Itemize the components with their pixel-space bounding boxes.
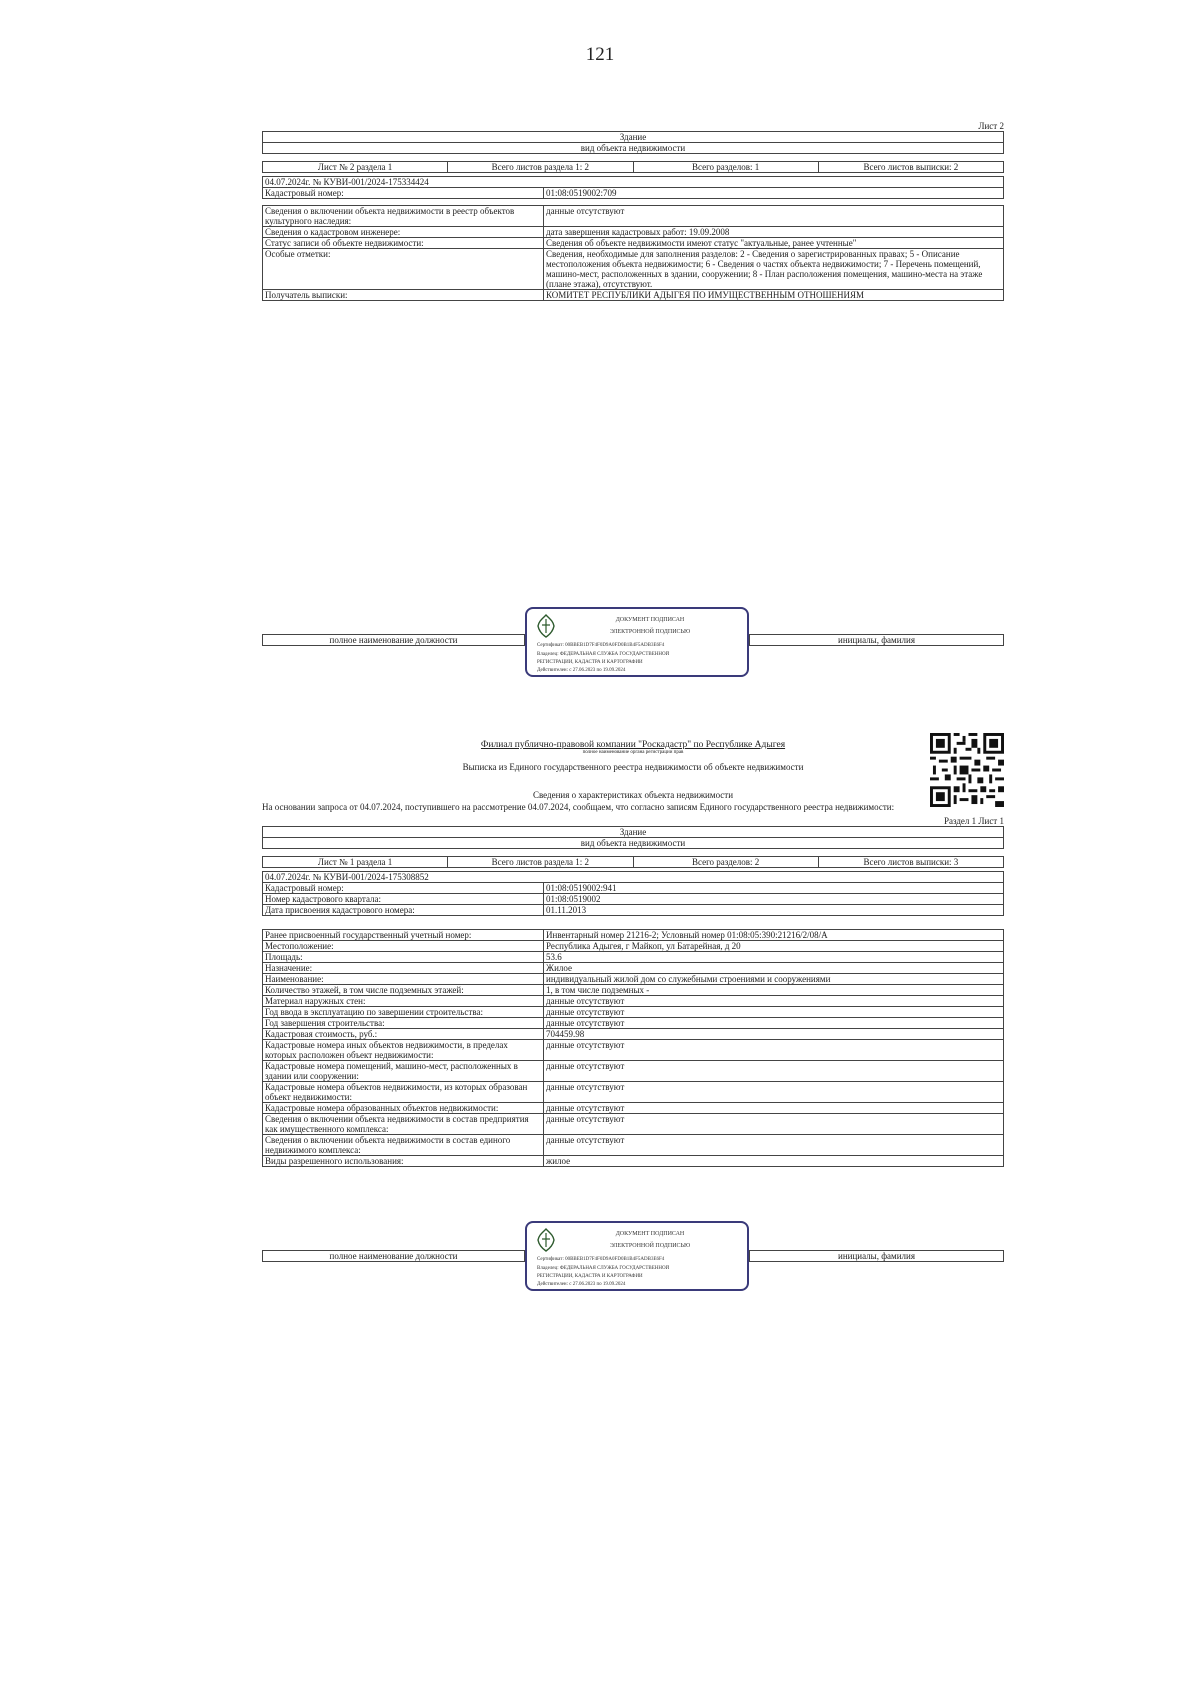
- row-value: 01:08:0519002: [544, 894, 1004, 905]
- stamp-owner: Владелец: ФЕДЕРАЛЬНАЯ СЛУЖБА ГОСУДАРСТВЕННОЙ: [537, 652, 670, 657]
- table-row: [263, 996, 1004, 1007]
- header-cell: Всего листов выписки: 2: [818, 162, 1003, 173]
- row-value: Сведения об объекте недвижимости имеют статус "актуальные, ранее учтенные": [544, 238, 1004, 249]
- e-signature-stamp: [525, 1221, 749, 1291]
- row-label: Кадастровые номера объектов недвижимости, из которых образован объект недвижимости:: [263, 1082, 544, 1103]
- row-value: Сведения, необходимые для заполнения разделов: 2 - Сведения о зарегистрированных правах; 5 - Описание местоположения объекта недвижимости; 6 - Сведения о частях объекта недвижимости; 7 - Перечень помещений, машино-мест, расположенных в здании, сооружении; 8 - План расположения помещения, машино-места на этаже (плане этажа), отсутствуют.: [544, 249, 1004, 290]
- header-cell: Всего листов выписки: 3: [818, 857, 1003, 868]
- row-label: Ранее присвоенный государственный учетный номер:: [263, 930, 544, 941]
- table-row: [263, 1082, 1004, 1103]
- sheet-2: [262, 121, 1004, 301]
- row-value: 704459.98: [544, 1029, 1004, 1040]
- object-type: Здание: [263, 132, 1004, 143]
- sheet1-rows-table: [262, 929, 1004, 1167]
- extract-title: Выписка из Единого государственного реестра недвижимости об объекте недвижимости: [462, 762, 804, 772]
- row-label: Сведения о включении объекта недвижимости в состав единого недвижимого комплекса:: [263, 1135, 544, 1156]
- table-row: [263, 227, 1004, 238]
- stamp-title: ДОКУМЕНТ ПОДПИСАН: [615, 1231, 685, 1237]
- row-label: Сведения о включении объекта недвижимости в реестр объектов культурного наследия:: [263, 206, 544, 227]
- row-label: Виды разрешенного использования:: [263, 1156, 544, 1167]
- row-value: данные отсутствуют: [544, 206, 1004, 227]
- sheet1-header-table: [262, 826, 1004, 868]
- emblem-icon: [533, 1227, 559, 1253]
- row-value: дата завершения кадастровых работ: 19.09.2008: [544, 227, 1004, 238]
- cadastral-value: 01:08:0519002:709: [544, 188, 1004, 199]
- row-value: данные отсутствуют: [544, 1018, 1004, 1029]
- row-value: данные отсутствуют: [544, 1040, 1004, 1061]
- header-cell: Лист № 2 раздела 1: [263, 162, 448, 173]
- table-row: [263, 1040, 1004, 1061]
- object-type: Здание: [263, 827, 1004, 838]
- table-row: [263, 1103, 1004, 1114]
- request-text: На основании запроса от 04.07.2024, поступившего на рассмотрение 04.07.2024, сообщаем, что согласно записям Единого государственного реестра недвижимости:: [262, 802, 895, 812]
- header-cell: Всего листов раздела 1: 2: [448, 162, 633, 173]
- section-title: Сведения о характеристиках объекта недвижимости: [532, 790, 734, 800]
- row-value: данные отсутствуют: [544, 1135, 1004, 1156]
- stamp-subtitle: ЭЛЕКТРОННОЙ ПОДПИСЬЮ: [609, 1243, 691, 1249]
- table-row: [263, 1018, 1004, 1029]
- page-number: 121: [585, 44, 615, 65]
- row-label: Кадастровый номер:: [263, 883, 544, 894]
- header-cell: Лист № 1 раздела 1: [263, 857, 448, 868]
- stamp-owner: Владелец: ФЕДЕРАЛЬНАЯ СЛУЖБА ГОСУДАРСТВЕННОЙ: [537, 1266, 670, 1271]
- row-label: Особые отметки:: [263, 249, 544, 290]
- table-row: [263, 974, 1004, 985]
- section-label: Раздел 1 Лист 1: [943, 816, 1004, 826]
- header-cell: Всего разделов: 1: [633, 162, 818, 173]
- row-value: Республика Адыгея, г Майкоп, ул Батарейная, д 20: [544, 941, 1004, 952]
- row-label: Кадастровые номера помещений, машино-мест, расположенных в здании или сооружении:: [263, 1061, 544, 1082]
- doc-ref: 04.07.2024г. № КУВИ-001/2024-175334424: [263, 177, 1004, 188]
- qr-code-icon: [930, 733, 1004, 807]
- sheet2-doc-table: [262, 176, 1004, 199]
- table-row: [263, 238, 1004, 249]
- name-caption: инициалы, фамилия: [750, 635, 1004, 646]
- row-value: 1, в том числе подземных -: [544, 985, 1004, 996]
- row-value: 01.11.2013: [544, 905, 1004, 916]
- row-value: индивидуальный жилой дом со служебными строениями и сооружениями: [544, 974, 1004, 985]
- table-row: [263, 206, 1004, 227]
- doc-ref: 04.07.2024г. № КУВИ-001/2024-175308852: [263, 872, 1004, 883]
- row-value: данные отсутствуют: [544, 1061, 1004, 1082]
- stamp-cert: Сертификат: 00ВВЕВ1D7F4F0D9A0FD0B1B4F5ADB3E6F4: [537, 1257, 665, 1262]
- row-value: Жилое: [544, 963, 1004, 974]
- table-row: [263, 985, 1004, 996]
- table-row: [263, 941, 1004, 952]
- e-signature-stamp: [525, 607, 749, 677]
- header-cell: Всего листов раздела 1: 2: [448, 857, 633, 868]
- stamp-owner-2: РЕГИСТРАЦИИ, КАДАСТРА И КАРТОГРАФИИ: [537, 660, 643, 665]
- table-row: [263, 1061, 1004, 1082]
- position-caption: полное наименование должности: [263, 1251, 525, 1262]
- stamp-valid: Действителен: с 27.06.2023 по 19.09.2024: [537, 1282, 626, 1287]
- table-row: [263, 1114, 1004, 1135]
- row-label: Кадастровые номера образованных объектов недвижимости:: [263, 1103, 544, 1114]
- row-label: Получатель выписки:: [263, 290, 544, 301]
- row-label: Наименование:: [263, 974, 544, 985]
- stamp-title: ДОКУМЕНТ ПОДПИСАН: [615, 617, 685, 623]
- object-type-caption: вид объекта недвижимости: [263, 838, 1004, 849]
- row-value: данные отсутствуют: [544, 996, 1004, 1007]
- row-label: Номер кадастрового квартала:: [263, 894, 544, 905]
- row-label: Статус записи об объекте недвижимости:: [263, 238, 544, 249]
- row-label: Количество этажей, в том числе подземных этажей:: [263, 985, 544, 996]
- stamp-valid: Действителен: с 27.06.2023 по 19.09.2024: [537, 668, 626, 673]
- sheet2-header-table: [262, 131, 1004, 173]
- name-caption: инициалы, фамилия: [750, 1251, 1004, 1262]
- table-row: [263, 905, 1004, 916]
- header-cell: Всего разделов: 2: [633, 857, 818, 868]
- table-row: [263, 1029, 1004, 1040]
- position-caption: полное наименование должности: [263, 635, 525, 646]
- sheet2-rows-table: [262, 205, 1004, 301]
- table-row: [263, 894, 1004, 905]
- table-row: [263, 249, 1004, 290]
- row-value: данные отсутствуют: [544, 1082, 1004, 1103]
- row-label: Кадастровая стоимость, руб.:: [263, 1029, 544, 1040]
- sheet-1: [262, 740, 1004, 1167]
- stamp-subtitle: ЭЛЕКТРОННОЙ ПОДПИСЬЮ: [609, 629, 691, 635]
- table-row: [263, 1156, 1004, 1167]
- table-row: [263, 1007, 1004, 1018]
- table-row: [263, 1135, 1004, 1156]
- row-label: Сведения о включении объекта недвижимости в состав предприятия как имущественного комплекса:: [263, 1114, 544, 1135]
- table-row: [263, 952, 1004, 963]
- object-type-caption: вид объекта недвижимости: [263, 143, 1004, 154]
- table-row: [263, 930, 1004, 941]
- table-row: [263, 963, 1004, 974]
- row-value: данные отсутствуют: [544, 1103, 1004, 1114]
- row-label: Год ввода в эксплуатацию по завершении строительства:: [263, 1007, 544, 1018]
- table-row: [263, 290, 1004, 301]
- sheet1-doc-table: [262, 871, 1004, 916]
- branch-caption: полное наименование органа регистрации прав: [582, 750, 684, 755]
- emblem-icon: [533, 613, 559, 639]
- row-label: Дата присвоения кадастрового номера:: [263, 905, 544, 916]
- row-label: Год завершения строительства:: [263, 1018, 544, 1029]
- sheet-label: Лист 2: [978, 121, 1004, 131]
- row-value: 01:08:0519002:941: [544, 883, 1004, 894]
- row-value: данные отсутствуют: [544, 1007, 1004, 1018]
- row-label: Площадь:: [263, 952, 544, 963]
- row-label: Назначение:: [263, 963, 544, 974]
- stamp-owner-2: РЕГИСТРАЦИИ, КАДАСТРА И КАРТОГРАФИИ: [537, 1274, 643, 1279]
- row-value: жилое: [544, 1156, 1004, 1167]
- row-label: Материал наружных стен:: [263, 996, 544, 1007]
- cadastral-label: Кадастровый номер:: [263, 188, 544, 199]
- table-row: [263, 883, 1004, 894]
- row-value: КОМИТЕТ РЕСПУБЛИКИ АДЫГЕЯ ПО ИМУЩЕСТВЕННЫМ ОТНОШЕНИЯМ: [544, 290, 1004, 301]
- branch-title: Филиал публично-правовой компании "Роскадастр" по Республике Адыгея: [480, 740, 786, 750]
- row-value: Инвентарный номер 21216-2; Условный номер 01:08:05:390:21216/2/08/А: [544, 930, 1004, 941]
- row-label: Кадастровые номера иных объектов недвижимости, в пределах которых расположен объект недвижимости:: [263, 1040, 544, 1061]
- row-value: данные отсутствуют: [544, 1114, 1004, 1135]
- stamp-cert: Сертификат: 00ВВЕВ1D7F4F0D9A0FD0B1B4F5ADB3E6F4: [537, 643, 665, 648]
- row-label: Сведения о кадастровом инженере:: [263, 227, 544, 238]
- row-label: Местоположение:: [263, 941, 544, 952]
- row-value: 53.6: [544, 952, 1004, 963]
